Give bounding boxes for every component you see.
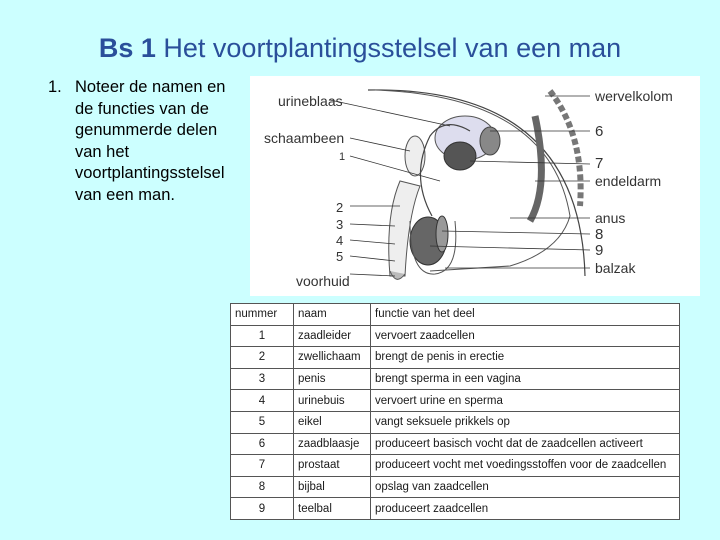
table-row <box>231 368 680 390</box>
label-schaambeen: schaambeen <box>264 130 345 146</box>
cell-naam: zwellichaam <box>294 347 371 369</box>
cell-functie: vervoert zaadcellen <box>371 325 680 347</box>
label-anus: anus <box>595 210 626 226</box>
cell-nummer: 5 <box>231 411 294 433</box>
cell-functie: produceert basisch vocht dat de zaadcellen activeert <box>371 433 680 455</box>
cell-naam: bijbal <box>294 476 371 498</box>
table-row <box>231 498 680 520</box>
label-endeldarm: endeldarm <box>595 173 662 189</box>
instruction-text: Noteer de namen en de functies van de genummerde delen van het voortplantingsstelsel van een man. <box>75 78 226 204</box>
cell-nummer: 4 <box>231 390 294 412</box>
cell-functie: opslag van zaadcellen <box>371 476 680 498</box>
label-urineblaas: urineblaas <box>278 93 343 109</box>
label-2: 2 <box>336 200 344 215</box>
label-wervelkolom: wervelkolom <box>595 88 673 104</box>
cell-functie: vangt seksuele prikkels op <box>371 411 680 433</box>
cell-nummer: 9 <box>231 498 294 520</box>
label-voorhuid: voorhuid <box>296 273 350 289</box>
label-9: 9 <box>595 242 604 259</box>
cell-naam: prostaat <box>294 455 371 477</box>
label-4: 4 <box>336 233 344 248</box>
instruction-number: 1. <box>48 78 62 96</box>
label-5: 5 <box>336 249 344 264</box>
cell-naam: penis <box>294 368 371 390</box>
instruction <box>48 77 248 206</box>
title-text: Het voortplantingsstelsel van een man <box>163 33 622 63</box>
cell-nummer: 7 <box>231 455 294 477</box>
cell-functie: brengt sperma in een vagina <box>371 368 680 390</box>
functions-table <box>230 303 680 520</box>
table-body <box>231 325 680 519</box>
label-1: 1 <box>339 151 346 163</box>
table-row <box>231 476 680 498</box>
page-title <box>0 33 720 64</box>
header-nummer: nummer <box>231 304 294 326</box>
cell-naam: urinebuis <box>294 390 371 412</box>
table-row <box>231 390 680 412</box>
table-row <box>231 411 680 433</box>
table-row <box>231 455 680 477</box>
table-header-row <box>231 304 680 326</box>
header-functie: functie van het deel <box>371 304 680 326</box>
cell-functie: produceert zaadcellen <box>371 498 680 520</box>
cell-nummer: 6 <box>231 433 294 455</box>
cell-nummer: 2 <box>231 347 294 369</box>
cell-naam: teelbal <box>294 498 371 520</box>
header-naam: naam <box>294 304 371 326</box>
cell-functie: brengt de penis in erectie <box>371 347 680 369</box>
cell-naam: zaadblaasje <box>294 433 371 455</box>
cell-naam: zaadleider <box>294 325 371 347</box>
label-3: 3 <box>336 217 344 232</box>
table-row <box>231 347 680 369</box>
table-row <box>231 325 680 347</box>
cell-nummer: 1 <box>231 325 294 347</box>
title-number: Bs 1 <box>98 33 156 63</box>
cell-functie: vervoert urine en sperma <box>371 390 680 412</box>
label-8: 8 <box>595 226 604 243</box>
cell-nummer: 3 <box>231 368 294 390</box>
cell-nummer: 8 <box>231 476 294 498</box>
table-row <box>231 433 680 455</box>
label-balzak: balzak <box>595 260 636 276</box>
label-7: 7 <box>595 155 604 172</box>
anatomy-diagram <box>250 76 700 296</box>
cell-functie: produceert vocht met voedingsstoffen voor de zaadcellen <box>371 455 680 477</box>
cell-naam: eikel <box>294 411 371 433</box>
label-6: 6 <box>595 123 604 140</box>
